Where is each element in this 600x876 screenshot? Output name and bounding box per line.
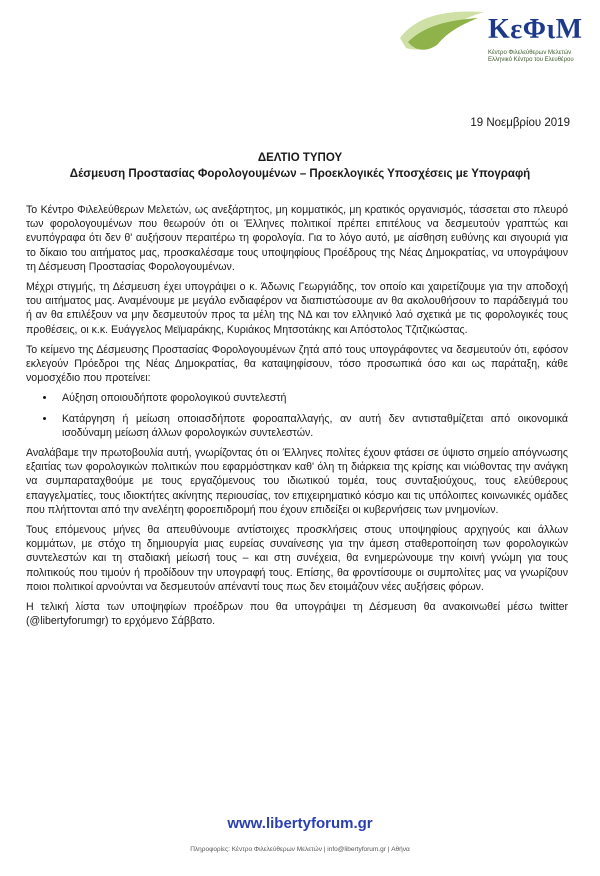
logo-brand-text: ΚεΦιΜ — [488, 14, 583, 45]
paragraph-4: Αναλάβαμε την πρωτοβουλία αυτή, γνωρίζοντας ότι οι Έλληνες πολίτες έχουν φτάσει σε ύψιστο σημείο απόγνωσης εξαιτίας των φορολογικών πολιτικών που εφαρμόστηκαν καθ' όλη τη διάρκεια της κρίσης και νιώθοντας την ανάγκη να συμπαραταχθούμε με τους εργαζόμενους του ιδιωτικού τομέα, τους συνταξιούχους, τους ελεύθερους επαγγελματίες, τους ιδιοκτήτες ακίνητης περιουσίας, τον επιχειρηματικό κόσμο και τις υπόλοιπες κοινωνικές ομάδες που πλήττονται από την ανελέητη φοροεπιδρομή που έχουν επιδείξει οι κυβερνήσεις των μνημονίων. — [26, 447, 568, 516]
document-date: 19 Νοεμβρίου 2019 — [470, 117, 570, 129]
bullet-item-1: • Αύξηση οποιουδήποτε φορολογικού συντελεστή — [56, 391, 568, 405]
press-release-heading — [0, 150, 600, 182]
paragraph-5: Τους επόμενους μήνες θα απευθύνουμε αντίστοιχες προσκλήσεις στους υποψηφίους αρχηγούς και άλλων κομμάτων, με στόχο τη δημιουργία μιας ευρείας συναίνεσης για την άμεση σταθεροποίηση των φορολογικών συντελεστών και τη σταδιακή μείωσή τους – και στη συνέχεια, θα ενημερώνουμε την κοινή γνώμη για τους πολιτικούς που τιμούν ή προδίδουν την υπογραφή τους. Επίσης, θα φροντίσουμε οι συμπολίτες μας να γνωρίζουν ποιοι πολιτικοί αρνούνται να δεσμευτούν απέναντί τους πως δεν ετοιμάζουν νέες αυξήσεις φόρων. — [26, 524, 568, 593]
kefim-logo — [392, 6, 582, 68]
heading-line1: ΔΕΛΤΙΟ ΤΥΠΟΥ — [257, 152, 343, 164]
paragraph-2: Μέχρι στιγμής, τη Δέσμευση έχει υπογράψει ο κ. Άδωνις Γεωργιάδης, τον οποίο και χαιρετίζουμε για την αποδοχή του αιτήματος μας. Αναμένουμε με μεγάλο ενδιαφέρον να διαπιστώσουμε αν θα ακολουθήσουν το παράδειγμά του ή αν θα επιλέξουν να μην δεσμευτούν προς τα μέλη της ΝΔ και τον ελληνικό λαό σχετικά με τις φορολογικές τους προθέσεις, οι κ.κ. Ευάγγελος Μεϊμαράκης, Κυριάκος Μητσοτάκης και Απόστολος Τζιτζικώστας. — [26, 281, 568, 336]
logo-subtitle — [488, 50, 582, 64]
footer-contact-info: Πληροφορίες: Κέντρο Φιλελεύθερων Μελετών | info@libertyforum.gr | Αθήνα — [190, 846, 410, 853]
paragraph-1: Το Κέντρο Φιλελεύθερων Μελετών, ως ανεξάρτητος, μη κομματικός, μη κρατικός οργανισμός, τάσσεται στο πλευρό των φορολογουμένων που θεωρούν ότι οι Έλληνες πολιτικοί πρέπει επιτέλους να δεσμευτούν γραπτώς και ενυπόγραφα ότι δεν θ' αυξήσουν περαιτέρω τη φορολογία. Για το λόγο αυτό, με αίσθηση ευθύνης και σιγουριά για το δίκαιο του αιτήματος μας, προσκαλέσαμε τους υποψηφίους Προέδρους της Νέας Δημοκρατίας, να υπογράψουν τη Δέσμευση Προστασίας Φορολογουμένων. — [26, 204, 568, 273]
logo-subtitle-line2: Ελληνικό Κέντρο του Ελευθέρου — [488, 57, 574, 63]
paragraph-3: Το κείμενο της Δέσμευσης Προστασίας Φορολογουμένων ζητά από τους υπογράφοντες να δεσμευτούν ότι, εφόσον εκλεγούν Πρόεδροι της Νέας Δημοκρατίας, θα καταψηφίσουν, τόσο προσωπικά όσο και ως παράταξη, κάθε νομοσχέδιο που προτείνει: — [26, 343, 568, 385]
footer-website-link[interactable]: www.libertyforum.gr — [227, 815, 373, 832]
document-body — [26, 203, 568, 634]
dove-logo-icon — [398, 8, 486, 56]
heading-line2: Δέσμευση Προστασίας Φορολογουμένων – Προεκλογικές Υποσχέσεις με Υπογραφή — [69, 168, 531, 180]
paragraph-6: Η τελική λίστα των υποψηφίων προέδρων που θα υπογράψει τη Δέσμευση θα ανακοινωθεί μέσω twitter (@libertyforumgr) το ερχόμενο Σάββατο. — [26, 601, 568, 628]
bullet-item-2: • Κατάργηση ή μείωση οποιασδήποτε φοροαπαλλαγής, αν αυτή δεν αντισταθμίζεται από οικονομικά ισοδύναμη μείωση άλλων φορολογικών συντελεστών. — [56, 412, 568, 440]
logo-subtitle-line1: Κέντρο Φιλελεύθερων Μελετών — [488, 50, 572, 56]
bullet-list — [26, 391, 568, 440]
